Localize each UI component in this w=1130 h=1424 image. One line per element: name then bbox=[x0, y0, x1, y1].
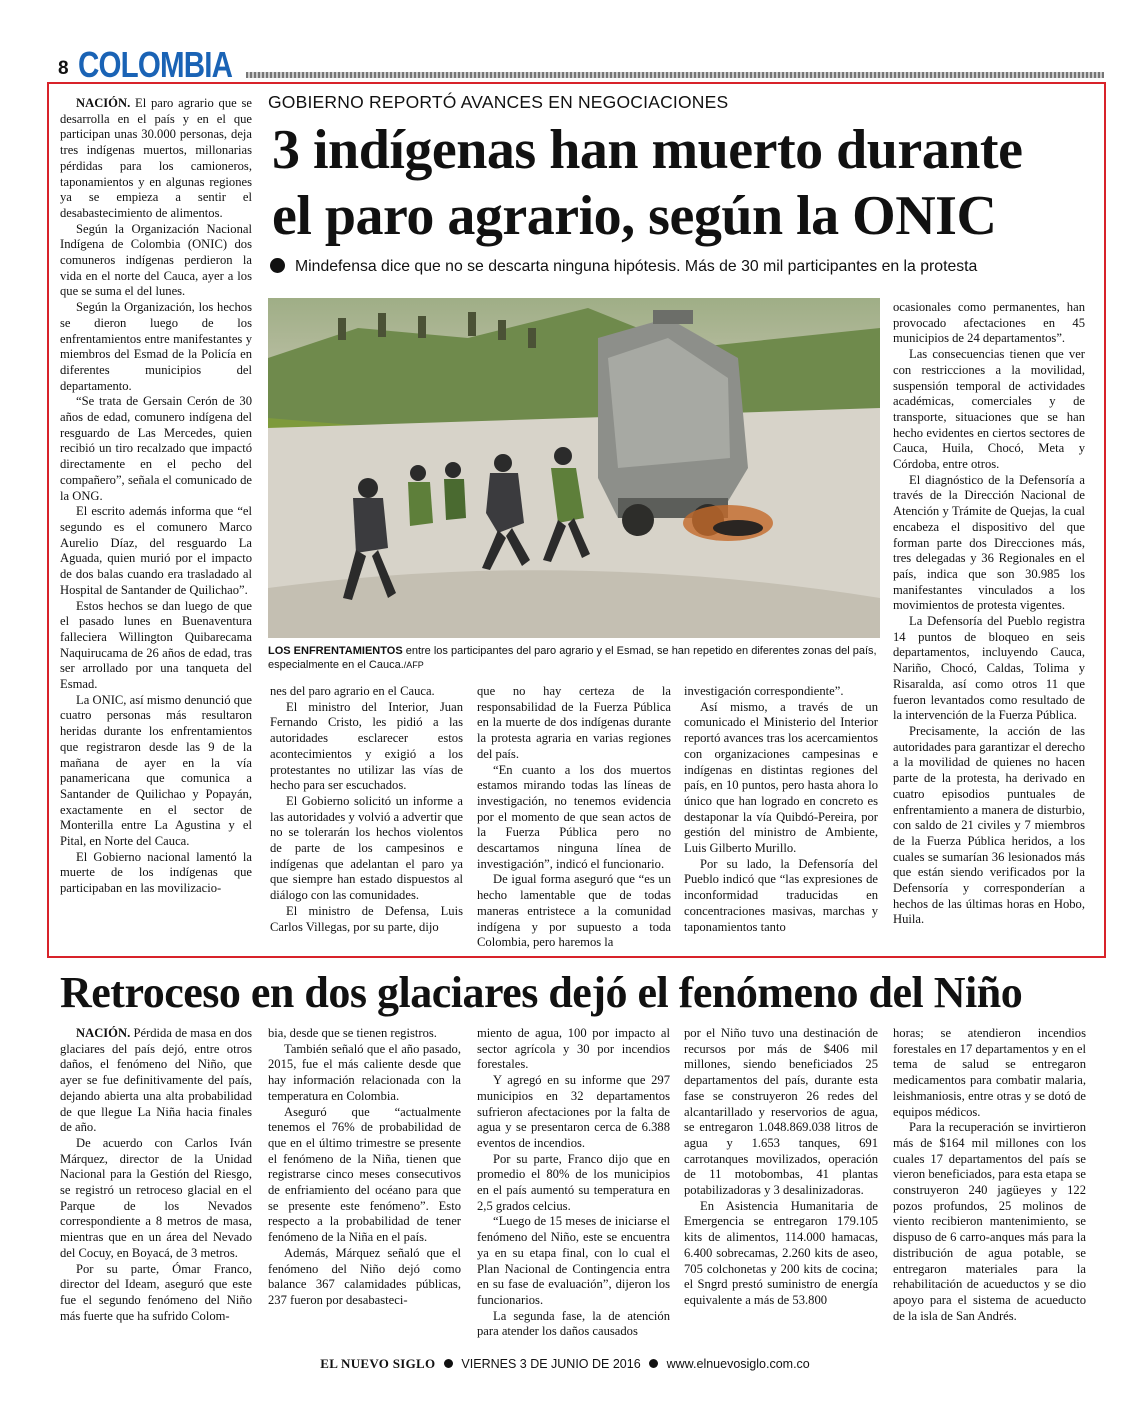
article2-col3-p4: “Luego de 15 meses de iniciarse el fenómeno del Niño, este se encuentra ya en su etapa final, con lo cual el Plan Nacional de Contingencia entra en su fase de evaluación”, dijeron los funcionarios. bbox=[477, 1214, 670, 1307]
article1-col3-p2: “En cuanto a los dos muertos estamos mirando todas las líneas de investigación, no tenemos evidencia por el momento de que sean actos de la Fuerza Pública pero no descartamos ninguna línea de investigación”, indicó el funcionario. bbox=[477, 762, 671, 871]
article1-photo-caption bbox=[268, 644, 878, 672]
article1-col5-p5: Precisamente, la acción de las autoridades para garantizar el derecho a la movilidad de quienes no hacen parte de la protesta, ha derivado en cuatro episodios puntuales de enfrentamiento a manera de disturbio, con saldo de 21 civiles y 7 miembros de la Fuerza Pública heridos, a los cuales se sumarían 36 lesionados más que están siendo verificados por la Defensoría y corresponderían a hechos de las últimas horas en Hobo, Huila. bbox=[893, 723, 1085, 927]
article2-col4-p1: por el Niño tuvo una destinación de recursos por más de $406 mil millones, siendo beneficiados 25 departamentos del país, durante esta fase se construyeron 26 redes del alcantarillado y reservorios de agua, se entregaron 1.048.869.038 litros de agua y 1.653 tanques, 691 carrotanques movilizados, operación de 11 motobombas, 41 plantas potabilizadoras y 3 desalinizadoras. bbox=[684, 1026, 878, 1198]
article1-column-5 bbox=[893, 300, 1085, 954]
article1-col1-p4: “Se trata de Gersain Cerón de 30 años de edad, comunero indígena del resguardo de Las Mercedes, quien recibió un tiro recalzado que impactó directamente en el pecho del compañero”, señala el comunicado de la ONG. bbox=[60, 394, 252, 503]
article1-column-2 bbox=[270, 684, 463, 954]
article1-col4-p2: Así mismo, a través de un comunicado el Ministerio del Interior reportó avances tras los acercamientos con organizaciones campesinas e indígenas en distintas regiones del país, en 10 puntos, pero hasta ahora lo único que han logrado en concreto es destaponar la vía Quibdó-Pereira, por gestión del ministro de Ambiente, Luis Gilberto Murillo. bbox=[684, 699, 878, 856]
article2-col4-p2: En Asistencia Humanitaria de Emergencia se entregaron 179.105 kits de alimentos, 114.000 hamacas, 6.400 sobrecamas, 2.260 kits de aseo, 705 colchonetas y 200 kits de cocina; el Sngrd prestó suministro de energía equivalente a más de 53.800 bbox=[684, 1198, 878, 1307]
article1-col1-p6: Estos hechos se dan luego de que el pasado lunes en Buenaventura falleciera Willington Quibarecama Naquirucama de 26 años de edad, tras ser arrollado por una tanqueta del Esmad. bbox=[60, 598, 252, 692]
footer-date: VIERNES 3 DE JUNIO DE 2016 bbox=[461, 1357, 641, 1371]
article1-col4-p1: investigación correspondiente”. bbox=[684, 684, 844, 698]
article1-col2-p1: nes del paro agrario en el Cauca. bbox=[270, 684, 435, 698]
article2-col2-p1: bia, desde que se tienen registros. bbox=[268, 1026, 437, 1040]
page-number: 8 bbox=[58, 58, 69, 79]
article2-column-3 bbox=[477, 1026, 670, 1346]
newspaper-logo: EL NUEVO SIGLO bbox=[320, 1356, 436, 1371]
article2-col1-p1: Pérdida de masa en dos glaciares del país dejó, entre otros daños, el fenómeno del Niño, que ayer se fue definitivamente del país, dejando abierta una alta probabilidad de que llegue La Niña hacia finales de año. bbox=[60, 1026, 252, 1135]
caption-credit: /AFP bbox=[403, 660, 424, 670]
protest-photo-illustration bbox=[268, 298, 880, 638]
article1-col1-p2: Según la Organización Nacional Indígena de Colombia (ONIC) dos comuneros indígenas perdieron la vida en el norte del Cauca, ayer a los que se suma el del lunes. bbox=[60, 221, 252, 299]
bullet-icon bbox=[270, 258, 285, 273]
article2-column-1 bbox=[60, 1026, 252, 1346]
caption-lead: LOS ENFRENTAMIENTOS bbox=[268, 645, 403, 657]
article2-col5-p2: Para la recuperación se invirtieron más de $164 mil millones con los cuales 17 departamentos del país se vieron beneficiados, para esta etapa se construyeron 240 jagüeyes y 122 pozos profundos, 25 molinos de viento recibieron mantenimiento, se dispuso de 6 carro-anques más para la distribución de agua potable, se entregaron materiales para la rehabilitación de acueductos y se dio apoyo para el sistema de acueducto de la isla de San Andrés. bbox=[893, 1120, 1086, 1323]
article2-column-4 bbox=[684, 1026, 878, 1346]
footer-url: www.elnuevosiglo.com.co bbox=[666, 1357, 810, 1371]
article2-col2-p4: Además, Márquez señaló que el fenómeno del Niño dejó como balance 367 calamidades públicas, 237 fueron por desabasteci- bbox=[268, 1245, 461, 1307]
article2-col1-p2: De acuerdo con Carlos Iván Márquez, director de la Unidad Nacional para la Gestión del Riesgo, se registró un retroceso glacial en el Parque de los Nevados correspondiente a 8 metros de masa, mientras que en un área del Nevado del Cocuy, en Boyacá, de 3 metros. bbox=[60, 1135, 252, 1260]
article1-col2-p2: El ministro del Interior, Juan Fernando Cristo, les pidió a las autoridades esclarecer estos acontecimientos y exigió a los protestantes no utilizar las vías de hecho para ser escuchados. bbox=[270, 699, 463, 793]
article2-col3-p5: La segunda fase, la de atención para atender los daños causados bbox=[477, 1308, 670, 1339]
article1-col1-p1: El paro agrario que se desarrolla en el país y en el que participan unas 30.000 personas, deja tres indígenas muertos, millonarias pérdidas para los camioneros, taponamientos y en algunas regiones ya se empieza a sentir el desabastecimiento de alimentos. bbox=[60, 96, 252, 220]
article2-col1-p3: Por su parte, Ómar Franco, director del Ideam, aseguró que este fue el segundo fenómeno del Niño más fuerte que ha sufrido Colom- bbox=[60, 1261, 252, 1323]
article1-headline-line1: 3 indígenas han muerto durante bbox=[272, 119, 1023, 181]
article1-col3-p3: De igual forma aseguró que “es un hecho lamentable que de todas maneras entristece a la comunidad indígena y por supuesto a toda Colombia, pero haremos la bbox=[477, 872, 671, 950]
article1-photo bbox=[268, 298, 880, 638]
article1-col1-p8: El Gobierno nacional lamentó la muerte de los indígenas que participaban en las movilizacio- bbox=[60, 849, 252, 896]
article1-col2-p3: El Gobierno solicitó un informe a las autoridades y volvió a advertir que no se tolerarán los hechos violentos de parte de los campesinos e indígenas que adelantan el paro ya que siempre han estado dispuestos al diálogo con las comunidades. bbox=[270, 793, 463, 903]
article1-col5-p2: Las consecuencias tienen que ver con restricciones a la movilidad, suspensión temporal de actividades académicas, comerciales y de transporte, situaciones que se han hecho evidentes en ciertos sectores de Cauca, Huila, Chocó, Meta y Córdoba, entre otros. bbox=[893, 347, 1085, 472]
article2-col5-p1: horas; se atendieron incendios forestales en 17 departamentos y en el tema de salud se entregaron medicamentos para combatir malaria, leishmaniosis, entre otras y se dotó de equipos médicos. bbox=[893, 1026, 1086, 1119]
article1-col5-p3: El diagnóstico de la Defensoría a través de la Dirección Nacional de Atención y Trámite de Quejas, la cual encabeza el dispositivo del que forman parte dos Direcciones más, tres delegadas y 36 Regionales en el país, indica que son 30.985 los manifestantes vinculados a los movimientos de protesta vigentes. bbox=[893, 472, 1085, 613]
article1-column-3 bbox=[477, 684, 671, 954]
article1-col3-p1: que no hay certeza de la responsabilidad de la Fuerza Pública en la muerte de dos indígenas durante la protesta agraria en varias regiones del país. bbox=[477, 684, 671, 761]
article1-column-4 bbox=[684, 684, 878, 954]
article2-col3-p2: Y agregó en su informe que 297 municipios en 32 departamentos sufrieron afectaciones por la falta de agua y se presentaron cerca de 6.388 eventos de incendios. bbox=[477, 1073, 670, 1150]
article1-dateline: NACIÓN. bbox=[76, 96, 131, 110]
article1-subdeck bbox=[270, 258, 977, 276]
page-footer bbox=[0, 1356, 1130, 1372]
article2-column-2 bbox=[268, 1026, 461, 1346]
article1-col5-p4: La Defensoría del Pueblo registra 14 puntos de bloqueo en seis departamentos, incluyendo Cauca, Nariño, Chocó, Caldas, Tolima y Risaralda, así como otros 11 que fueron levantados como resultado de la intervención de la Fuerza Pública. bbox=[893, 614, 1085, 723]
article2-dateline: NACIÓN. bbox=[76, 1026, 131, 1040]
article1-col4-p3: Por su lado, la Defensoría del Pueblo indicó que “las expresiones de inconformidad traducidas en concentraciones masivas, marchas y taponamientos tanto bbox=[684, 856, 878, 934]
article1-col1-p3: Según la Organización, los hechos se dieron luego de los enfrentamientos entre manifestantes y miembros del Esmad de la Policía en diferentes municipios del departamento. bbox=[60, 300, 252, 393]
article2-col2-p3: Aseguró que “actualmente tenemos el 76% de probabilidad de que en el último trimestre se presente el fenómeno de la Niña, tienen que registrarse cinco meses consecutivos de enfriamiento del océano para que se presente este fenómeno”. Esto respecto a la probabilidad de tener fenómeno de la Niña en el país. bbox=[268, 1104, 461, 1245]
article1-col2-p4: El ministro de Defensa, Luis Carlos Villegas, por su parte, dijo bbox=[270, 903, 463, 934]
caption-text: entre los participantes del paro agrario y el Esmad, se han repetido en diferentes zonas del país, especialmente en el Cauca. bbox=[268, 645, 877, 671]
section-rule bbox=[246, 72, 1104, 78]
footer-bullet-icon bbox=[444, 1359, 453, 1368]
article1-col5-p1: ocasionales como permanentes, han provocado afectaciones en 45 municipios de 24 departamentos”. bbox=[893, 300, 1085, 346]
article1-column-1 bbox=[60, 96, 252, 954]
article1-subdeck-text: Mindefensa dice que no se descarta ninguna hipótesis. Más de 30 mil participantes en la protesta bbox=[295, 258, 978, 275]
article1-kicker: GOBIERNO REPORTÓ AVANCES EN NEGOCIACIONES bbox=[268, 92, 729, 112]
article1-col1-p7: La ONIC, así mismo denunció que cuatro personas más resultaron heridas durante los enfrentamientos que registraron desde las 9 de la mañana de ayer en la vía panamericana que comunica a Santander de Quilichao y Popayán, exactamente en el sector de Monterilla entre La Agustina y el Pital, en Norte del Cauca. bbox=[60, 692, 252, 849]
article2-col3-p3: Por su parte, Franco dijo que en promedio el 80% de los municipios en el país aumentó su temperatura en 2,5 grados celcius. bbox=[477, 1151, 670, 1213]
section-title: COLOMBIA bbox=[78, 44, 233, 85]
article1-headline-line2: el paro agrario, según la ONIC bbox=[272, 185, 997, 247]
footer-bullet-icon bbox=[649, 1359, 658, 1368]
article1-col1-p5: El escrito además informa que “el segundo es el comunero Marco Aurelio Díaz, del resguardo La Aguada, quien murió por el impacto de dos balas cuando era trasladado al Hospital de Santander de Quilichao”. bbox=[60, 504, 252, 597]
article2-col2-p2: También señaló que el año pasado, 2015, fue el más caliente desde que hay información relacionada con la temperatura en Colombia. bbox=[268, 1041, 461, 1103]
article2-headline: Retroceso en dos glaciares dejó el fenómeno del Niño bbox=[60, 968, 1023, 1017]
article2-col3-p1: miento de agua, 100 por impacto al sector agrícola y 30 por incendios forestales. bbox=[477, 1026, 670, 1072]
article2-column-5 bbox=[893, 1026, 1086, 1346]
